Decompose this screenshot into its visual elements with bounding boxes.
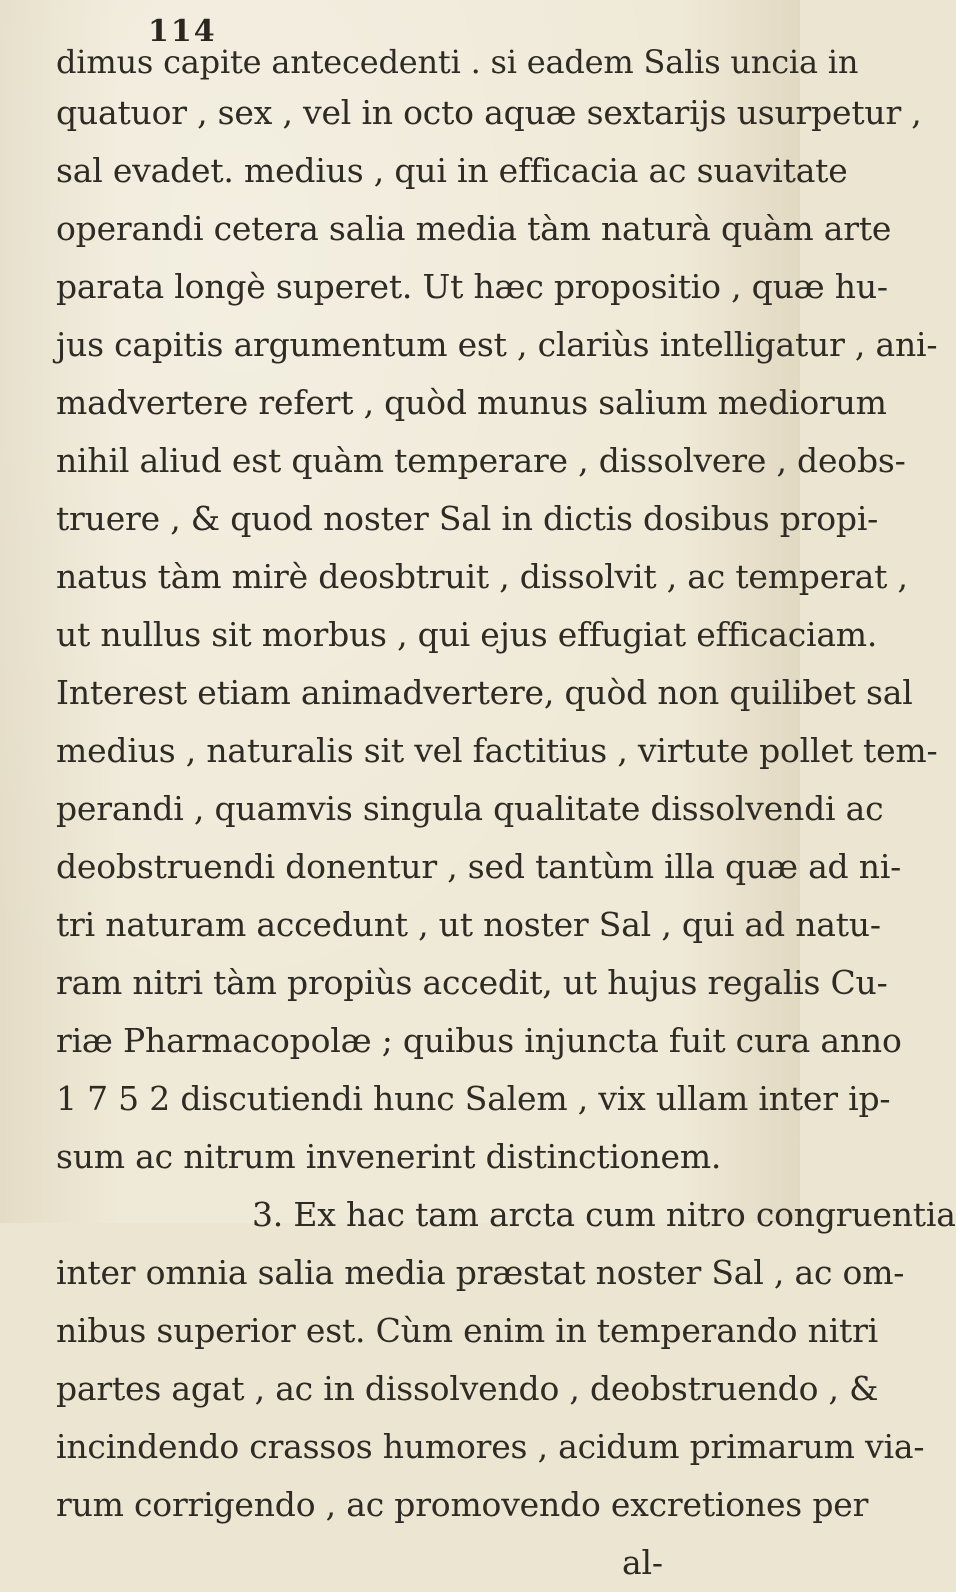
text-line: riæ Pharmacopolæ ; quibus injuncta fuit cura anno bbox=[56, 1021, 902, 1060]
section-line: 3. Ex hac tam arcta cum nitro congruentia bbox=[252, 1195, 956, 1234]
text-line: jus capitis argumentum est , clariùs intelligatur , ani- bbox=[56, 325, 938, 364]
text-line: natus tàm mirè deosbtruit , dissolvit , ac temperat , bbox=[56, 557, 908, 596]
text-line: sum ac nitrum invenerint distinctionem. bbox=[56, 1137, 722, 1176]
body-text bbox=[56, 40, 956, 1592]
text-line: rum corrigendo , ac promovendo excretiones per bbox=[56, 1485, 869, 1524]
text-line: operandi cetera salia media tàm naturà quàm arte bbox=[56, 209, 892, 248]
text-line: parata longè superet. Ut hæc propositio , quæ hu- bbox=[56, 267, 888, 306]
text-line: 1 7 5 2 discutiendi hunc Salem , vix ullam inter ip- bbox=[56, 1079, 891, 1118]
text-line: truere , & quod noster Sal in dictis dosibus propi- bbox=[56, 499, 879, 538]
text-line: nibus superior est. Cùm enim in temperando nitri bbox=[56, 1311, 879, 1350]
text-line: tri naturam accedunt , ut noster Sal , qui ad natu- bbox=[56, 905, 881, 944]
text-line: medius , naturalis sit vel factitius , virtute pollet tem- bbox=[56, 731, 938, 770]
text-line: deobstruendi donentur , sed tantùm illa quæ ad ni- bbox=[56, 847, 902, 886]
text-line: partes agat , ac in dissolvendo , deobstruendo , & bbox=[56, 1369, 879, 1408]
text-line: inter omnia salia media præstat noster Sal , ac om- bbox=[56, 1253, 905, 1292]
text-line: nihil aliud est quàm temperare , dissolvere , deobs- bbox=[56, 441, 906, 480]
text-line: quatuor , sex , vel in octo aquæ sextarijs usurpetur , bbox=[56, 93, 922, 132]
text-line: madvertere refert , quòd munus salium mediorum bbox=[56, 383, 887, 422]
text-line: Interest etiam animadvertere, quòd non quilibet sal bbox=[56, 673, 913, 712]
text-line: sal evadet. medius , qui in efficacia ac suavitate bbox=[56, 151, 848, 190]
text-line: ut nullus sit morbus , qui ejus effugiat efficaciam. bbox=[56, 615, 878, 654]
text-line: ram nitri tàm propiùs accedit, ut hujus regalis Cu- bbox=[56, 963, 888, 1002]
catchword: al- bbox=[622, 1543, 663, 1582]
text-line: dimus capite antecedenti . si eadem Salis uncia in bbox=[56, 43, 859, 81]
page-number: 114 bbox=[148, 14, 217, 49]
text-line: incindendo crassos humores , acidum primarum via- bbox=[56, 1427, 925, 1466]
text-line: perandi , quamvis singula qualitate dissolvendi ac bbox=[56, 789, 884, 828]
